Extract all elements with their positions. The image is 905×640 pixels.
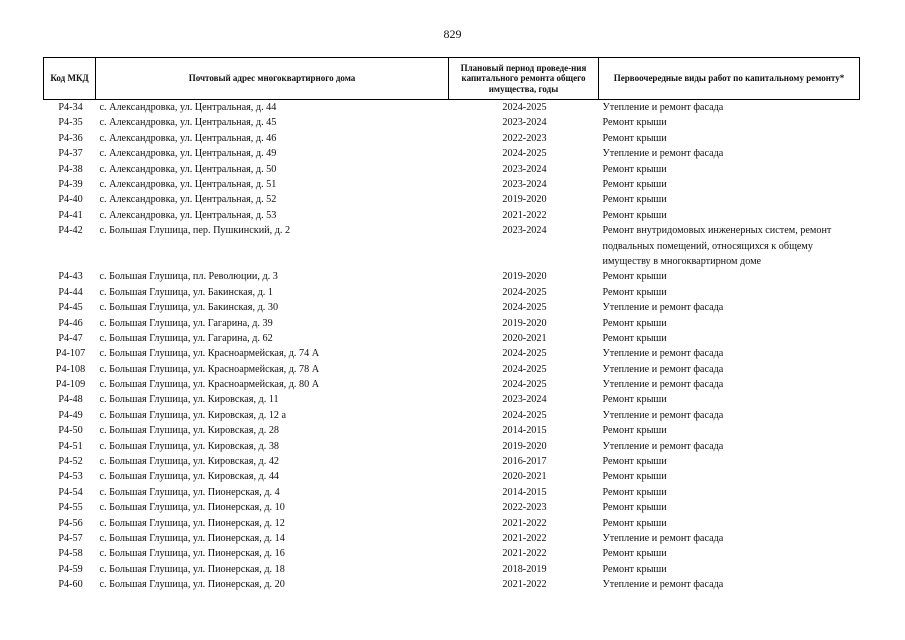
- mkd-code-cell: Р4-44: [58, 286, 83, 298]
- period-cell: 2024-2025: [502, 379, 547, 391]
- address-cell: с. Александровка, ул. Центральная, д. 51: [99, 178, 277, 190]
- works-cell: Утепление и ремонт фасада: [602, 532, 724, 544]
- address-cell: с. Большая Глушица, ул. Красноармейская, д. 78 А: [99, 363, 320, 375]
- address-cell: с. Большая Глушица, ул. Кировская, д. 12 а: [99, 409, 287, 421]
- address-cell: с. Большая Глушица, ул. Пионерская, д. 4: [99, 486, 280, 498]
- mkd-code-cell: Р4-43: [58, 271, 83, 283]
- table-row: [44, 500, 860, 515]
- works-cell: Ремонт крыши: [602, 471, 667, 483]
- mkd-code-cell: Р4-56: [58, 517, 83, 529]
- works-cell: Утепление и ремонт фасада: [602, 302, 724, 314]
- period-cell: 2024-2025: [502, 302, 547, 314]
- mkd-code-cell: Р4-45: [58, 302, 83, 314]
- period-cell: 2024-2025: [502, 102, 547, 113]
- table-row: [44, 531, 860, 546]
- address-cell: с. Александровка, ул. Центральная, д. 45: [99, 117, 277, 129]
- period-cell: 2024-2025: [502, 363, 547, 375]
- works-cell: Ремонт крыши: [602, 209, 667, 221]
- works-cell: Утепление и ремонт фасада: [602, 409, 724, 421]
- address-cell: с. Большая Глушица, ул. Красноармейская, д. 80 А: [99, 379, 320, 391]
- table-row: [44, 300, 860, 315]
- mkd-code-cell: Р4-48: [58, 394, 83, 406]
- period-cell: 2023-2024: [502, 225, 547, 237]
- table-row: [44, 223, 860, 269]
- table-row: [44, 346, 860, 361]
- period-cell: 2020-2021: [502, 332, 547, 344]
- period-cell: 2023-2024: [502, 178, 547, 190]
- mkd-code-cell: Р4-109: [55, 379, 86, 391]
- table-row: [44, 454, 860, 469]
- works-cell: Ремонт крыши: [602, 548, 667, 560]
- works-cell: Утепление и ремонт фасада: [602, 440, 724, 452]
- period-cell: 2023-2024: [502, 394, 547, 406]
- address-cell: с. Большая Глушица, ул. Бакинская, д. 30: [99, 302, 279, 314]
- works-cell: Ремонт крыши: [602, 394, 667, 406]
- table-row: [44, 362, 860, 377]
- mkd-code-cell: Р4-51: [58, 440, 83, 452]
- mkd-code-cell: Р4-108: [55, 363, 86, 375]
- mkd-code-cell: Р4-57: [58, 532, 83, 544]
- period-cell: 2020-2021: [502, 471, 547, 483]
- mkd-code-cell: Р4-53: [58, 471, 83, 483]
- header-address: Почтовый адрес многоквартирного дома: [96, 58, 449, 100]
- table-row: [44, 162, 860, 177]
- table-header: [44, 58, 860, 100]
- period-cell: 2021-2022: [502, 209, 547, 221]
- period-cell: 2019-2020: [502, 194, 547, 206]
- header-works: Первоочередные виды работ по капитальному ремонту*: [599, 58, 860, 100]
- table-row: [44, 177, 860, 192]
- address-cell: с. Большая Глушица, ул. Пионерская, д. 20: [99, 579, 285, 591]
- address-cell: с. Большая Глушица, ул. Гагарина, д. 39: [99, 317, 273, 329]
- repair-schedule-table: [43, 57, 860, 593]
- address-cell: с. Большая Глушица, ул. Кировская, д. 42: [99, 456, 280, 468]
- period-cell: 2023-2024: [502, 117, 547, 129]
- address-cell: с. Большая Глушица, ул. Пионерская, д. 14: [99, 532, 285, 544]
- period-cell: 2023-2024: [502, 163, 547, 175]
- works-cell: Ремонт крыши: [602, 194, 667, 206]
- mkd-code-cell: Р4-38: [58, 163, 83, 175]
- table-row: [44, 485, 860, 500]
- address-cell: с. Александровка, ул. Центральная, д. 46: [99, 132, 277, 144]
- works-cell: Ремонт крыши: [602, 502, 667, 514]
- period-cell: 2019-2020: [502, 317, 547, 329]
- mkd-code-cell: Р4-54: [58, 486, 83, 498]
- mkd-code-cell: Р4-50: [58, 425, 83, 437]
- address-cell: с. Александровка, ул. Центральная, д. 49: [99, 148, 277, 160]
- period-cell: 2024-2025: [502, 286, 547, 298]
- works-cell: Ремонт крыши: [602, 178, 667, 190]
- table-row: [44, 377, 860, 392]
- address-cell: с. Большая Глушица, ул. Бакинская, д. 1: [99, 286, 273, 298]
- table-row: [44, 423, 860, 438]
- period-cell: 2021-2022: [502, 517, 547, 529]
- table-row: [44, 577, 860, 592]
- table-body: [44, 100, 860, 593]
- mkd-code-cell: Р4-59: [58, 563, 83, 575]
- address-cell: с. Большая Глушица, ул. Пионерская, д. 16: [99, 548, 285, 560]
- table-row: [44, 131, 860, 146]
- mkd-code-cell: Р4-47: [58, 332, 83, 344]
- period-cell: 2024-2025: [502, 409, 547, 421]
- works-cell: Ремонт крыши: [602, 563, 667, 575]
- header-code: Код МКД: [44, 58, 96, 100]
- mkd-code-cell: Р4-39: [58, 178, 83, 190]
- works-cell: Утепление и ремонт фасада: [602, 379, 724, 391]
- address-cell: с. Большая Глушица, ул. Кировская, д. 28: [99, 425, 280, 437]
- table-row: [44, 269, 860, 284]
- works-cell: Ремонт внутридомовых инженерных систем, ремонт подвальных помещений, относящихся к общему имуществу в многоквартирном доме: [602, 225, 832, 267]
- period-cell: 2022-2023: [502, 132, 547, 144]
- period-cell: 2022-2023: [502, 502, 547, 514]
- mkd-code-cell: Р4-55: [58, 502, 83, 514]
- works-cell: Ремонт крыши: [602, 317, 667, 329]
- table-row: [44, 516, 860, 531]
- mkd-code-cell: Р4-60: [58, 579, 83, 591]
- address-cell: с. Большая Глушица, ул. Кировская, д. 11: [99, 394, 279, 406]
- period-cell: 2021-2022: [502, 548, 547, 560]
- table-row: [44, 562, 860, 577]
- page-number: 829: [443, 27, 462, 41]
- table-row: [44, 439, 860, 454]
- address-cell: с. Большая Глушица, ул. Пионерская, д. 18: [99, 563, 285, 575]
- address-cell: с. Александровка, ул. Центральная, д. 52: [99, 194, 277, 206]
- works-cell: Утепление и ремонт фасада: [602, 102, 724, 113]
- mkd-code-cell: Р4-107: [55, 348, 86, 360]
- table-row: [44, 469, 860, 484]
- period-cell: 2024-2025: [502, 348, 547, 360]
- works-cell: Ремонт крыши: [602, 286, 667, 298]
- address-cell: с. Александровка, ул. Центральная, д. 53: [99, 209, 277, 221]
- address-cell: с. Большая Глушица, ул. Пионерская, д. 12: [99, 517, 285, 529]
- table-row: [44, 546, 860, 561]
- works-cell: Ремонт крыши: [602, 132, 667, 144]
- mkd-code-cell: Р4-46: [58, 317, 83, 329]
- mkd-code-cell: Р4-58: [58, 548, 83, 560]
- table-row: [44, 285, 860, 300]
- table-row: [44, 192, 860, 207]
- works-cell: Ремонт крыши: [602, 271, 667, 283]
- mkd-code-cell: Р4-34: [58, 102, 83, 113]
- address-cell: с. Большая Глушица, пл. Революции, д. 3: [99, 271, 278, 283]
- address-cell: с. Большая Глушица, ул. Кировская, д. 44: [99, 471, 280, 483]
- address-cell: с. Большая Глушица, ул. Гагарина, д. 62: [99, 332, 273, 344]
- period-cell: 2021-2022: [502, 579, 547, 591]
- address-cell: с. Большая Глушица, ул. Пионерская, д. 10: [99, 502, 285, 514]
- mkd-code-cell: Р4-41: [58, 209, 83, 221]
- table-row: [44, 115, 860, 130]
- table-row: [44, 331, 860, 346]
- works-cell: Ремонт крыши: [602, 332, 667, 344]
- address-cell: с. Александровка, ул. Центральная, д. 44: [99, 102, 277, 113]
- address-cell: с. Большая Глушица, ул. Красноармейская, д. 74 А: [99, 348, 320, 360]
- works-cell: Ремонт крыши: [602, 425, 667, 437]
- period-cell: 2016-2017: [502, 456, 547, 468]
- table-row: [44, 408, 860, 423]
- works-cell: Утепление и ремонт фасада: [602, 363, 724, 375]
- address-cell: с. Большая Глушица, ул. Кировская, д. 38: [99, 440, 280, 452]
- works-cell: Ремонт крыши: [602, 486, 667, 498]
- period-cell: 2021-2022: [502, 532, 547, 544]
- works-cell: Утепление и ремонт фасада: [602, 579, 724, 591]
- works-cell: Ремонт крыши: [602, 456, 667, 468]
- table-row: [44, 100, 860, 116]
- table-row: [44, 146, 860, 161]
- works-cell: Ремонт крыши: [602, 517, 667, 529]
- mkd-code-cell: Р4-35: [58, 117, 83, 129]
- address-cell: с. Александровка, ул. Центральная, д. 50: [99, 163, 277, 175]
- period-cell: 2014-2015: [502, 486, 547, 498]
- period-cell: 2018-2019: [502, 563, 547, 575]
- mkd-code-cell: Р4-42: [58, 225, 83, 237]
- table-row: [44, 208, 860, 223]
- mkd-code-cell: Р4-52: [58, 456, 83, 468]
- header-period: Плановый период проведе-ния капитального ремонта общего имущества, годы: [449, 58, 599, 100]
- works-cell: Утепление и ремонт фасада: [602, 148, 724, 160]
- mkd-code-cell: Р4-37: [58, 148, 83, 160]
- period-cell: 2019-2020: [502, 440, 547, 452]
- table-row: [44, 316, 860, 331]
- mkd-code-cell: Р4-36: [58, 132, 83, 144]
- works-cell: Ремонт крыши: [602, 117, 667, 129]
- works-cell: Утепление и ремонт фасада: [602, 348, 724, 360]
- address-cell: с. Большая Глушица, пер. Пушкинский, д. 2: [99, 225, 291, 237]
- period-cell: 2019-2020: [502, 271, 547, 283]
- mkd-code-cell: Р4-40: [58, 194, 83, 206]
- works-cell: Ремонт крыши: [602, 163, 667, 175]
- mkd-code-cell: Р4-49: [58, 409, 83, 421]
- period-cell: 2014-2015: [502, 425, 547, 437]
- period-cell: 2024-2025: [502, 148, 547, 160]
- table-row: [44, 392, 860, 407]
